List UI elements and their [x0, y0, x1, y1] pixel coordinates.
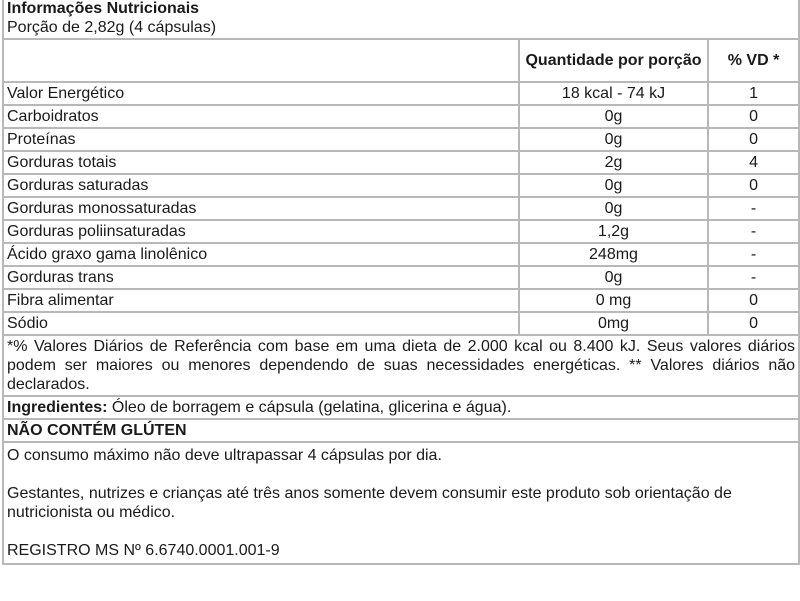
- nutrient-amount: 0g: [519, 197, 708, 220]
- nutrient-vd: -: [708, 197, 799, 220]
- nutrient-vd: -: [708, 243, 799, 266]
- registry-number: REGISTRO MS Nº 6.6740.0001.001-9: [7, 542, 280, 559]
- nutrient-amount: 0 mg: [519, 289, 708, 312]
- nutrient-name: Gorduras saturadas: [3, 174, 519, 197]
- column-header-nutrient: [3, 39, 519, 82]
- nutrient-vd: 0: [708, 105, 799, 128]
- nutrient-name: Proteínas: [3, 128, 519, 151]
- table-header-row: [3, 39, 799, 82]
- table-row: [3, 105, 799, 128]
- ingredients-text: Óleo de borragem e cápsula (gelatina, glicerina e água).: [107, 399, 512, 416]
- table-row: [3, 220, 799, 243]
- table-row: [3, 128, 799, 151]
- daily-values-footnote: *% Valores Diários de Referência com base em uma dieta de 2.000 kcal ou 8.400 kJ. Seus valores diários podem ser maiores ou menores dependendo de suas necessidades energéticas. ** Valores diários não declarados.: [3, 335, 799, 396]
- portion-size: Porção de 2,82g (4 cápsulas): [7, 19, 217, 36]
- table-row: [3, 151, 799, 174]
- table-row: [3, 174, 799, 197]
- table-row: [3, 243, 799, 266]
- table-row: [3, 266, 799, 289]
- nutrient-name: Gorduras monossaturadas: [3, 197, 519, 220]
- nutrient-vd: -: [708, 220, 799, 243]
- nutrient-name: Valor Energético: [3, 82, 519, 105]
- ingredients-label: Ingredientes:: [7, 399, 108, 416]
- nutrient-vd: 4: [708, 151, 799, 174]
- nutrient-name: Ácido graxo gama linolênico: [3, 243, 519, 266]
- nutrient-name: Gorduras poliinsaturadas: [3, 220, 519, 243]
- table-row: [3, 289, 799, 312]
- nutrient-vd: 0: [708, 312, 799, 335]
- nutrient-vd: -: [708, 266, 799, 289]
- nutrient-vd: 0: [708, 174, 799, 197]
- nutrient-amount: 0g: [519, 266, 708, 289]
- table-row: [3, 197, 799, 220]
- page-title: Informações Nutricionais: [7, 0, 200, 17]
- nutrient-name: Sódio: [3, 312, 519, 335]
- nutrient-amount: 0mg: [519, 312, 708, 335]
- table-row: [3, 82, 799, 105]
- gluten-free-notice: NÃO CONTÉM GLÚTEN: [3, 419, 799, 442]
- nutrient-name: Carboidratos: [3, 105, 519, 128]
- usage-info: [3, 442, 799, 564]
- max-consumption-text: O consumo máximo não deve ultrapassar 4 cápsulas por dia.: [7, 447, 442, 464]
- warning-text: Gestantes, nutrizes e crianças até três anos somente devem consumir este produto sob orientação de nutricionista ou médico.: [7, 485, 732, 521]
- table-row: [3, 312, 799, 335]
- nutrient-name: Gorduras totais: [3, 151, 519, 174]
- nutrient-amount: 0g: [519, 128, 708, 151]
- nutrient-amount: 18 kcal - 74 kJ: [519, 82, 708, 105]
- nutrition-facts-panel: [2, 0, 798, 565]
- nutrient-name: Gorduras trans: [3, 266, 519, 289]
- nutrient-name: Fibra alimentar: [3, 289, 519, 312]
- nutrient-amount: 2g: [519, 151, 708, 174]
- column-header-amount: Quantidade por porção: [519, 39, 708, 82]
- title-cell: [3, 0, 799, 39]
- ingredients-row: [3, 396, 799, 419]
- nutrition-table: [2, 0, 800, 565]
- nutrient-vd: 0: [708, 289, 799, 312]
- nutrient-vd: 0: [708, 128, 799, 151]
- nutrient-vd: 1: [708, 82, 799, 105]
- nutrient-amount: 1,2g: [519, 220, 708, 243]
- nutrient-amount: 248mg: [519, 243, 708, 266]
- nutrient-amount: 0g: [519, 105, 708, 128]
- column-header-vd: % VD *: [708, 39, 799, 82]
- nutrient-amount: 0g: [519, 174, 708, 197]
